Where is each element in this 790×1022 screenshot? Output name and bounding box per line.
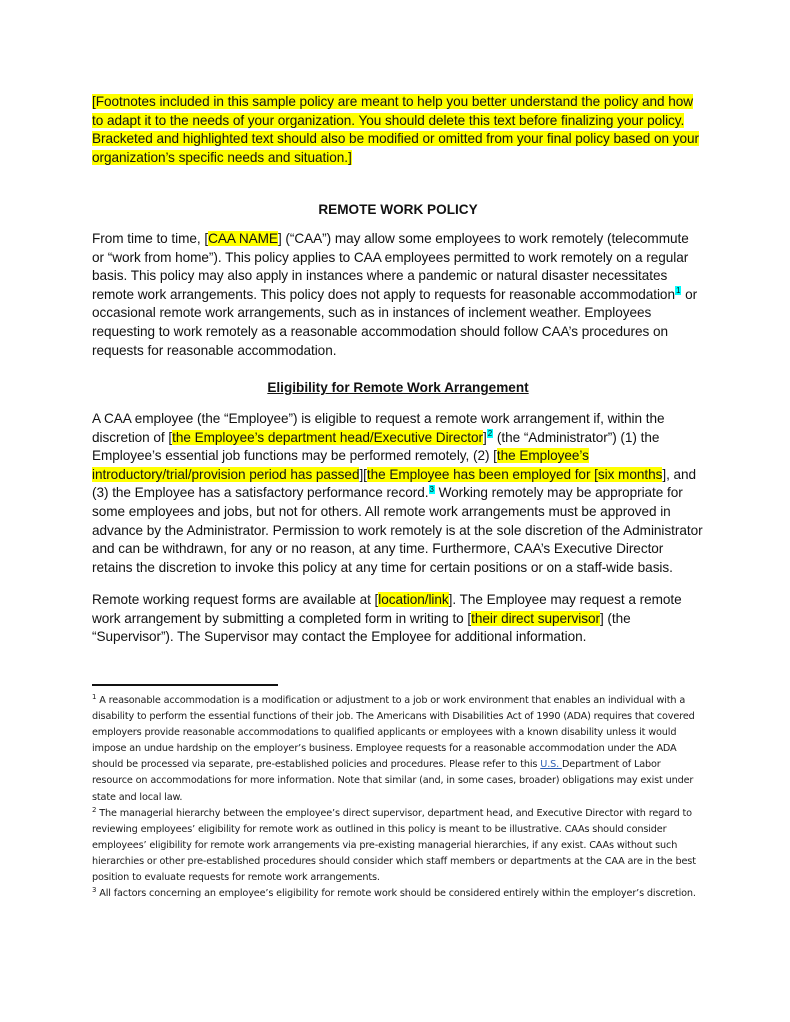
- footnote-ref-2[interactable]: 2: [487, 429, 493, 439]
- footnote-3: [92, 886, 704, 902]
- footnote-2: [92, 806, 704, 886]
- supervisor-placeholder: their direct supervisor: [471, 610, 600, 626]
- intro-note-highlight: [Footnotes included in this sample policy are meant to help you better understand the policy and how to adapt it to the needs of your organization. You should delete this text before finalizing your policy. Bracketed and highlighted text should also be modified or omitted from your final policy based on your organization’s specific needs and situation.]: [92, 94, 699, 165]
- footnotes: [92, 693, 704, 902]
- text-run: From time to time, [: [92, 231, 209, 246]
- employed-period-placeholder: the Employee has been employed for [six months: [366, 466, 663, 482]
- text-run: A reasonable accommodation is a modification or adjustment to a job or work environment that enables an individual with a disability to perform the essential functions of their job. The Americans with Disabilities Act of 1990 (ADA) requires that covered employers provide reasonable accommodations to qualified applicants or employees with a known disability unless it would impose an undue hardship on the employer’s business. Employee requests for a reasonable accommodation under the ADA should be processed via separate, pre-established policies and procedures. Please refer to this: [92, 695, 695, 771]
- text-run: The managerial hierarchy between the employee’s direct supervisor, department head, and Executive Director with regard to reviewing employees’ eligibility for remote work as outlined in this policy is meant to be illustrative. CAAs should consider employees’ eligibility for remote work arrangements via pre-existing managerial hierarchies, if any exist. CAAs without such hierarchies or other pre-established procedures should consider which staff members or departments at the CAA are in the best position to evaluate requests for remote work arrangements.: [92, 807, 696, 884]
- intro-paragraph: [92, 230, 704, 360]
- request-paragraph: [92, 591, 704, 647]
- footnote-number: 1: [92, 692, 97, 701]
- policy-title: REMOTE WORK POLICY: [318, 202, 478, 217]
- text-run: (the “Administrator”) (1) the Employee’s essential job functions may be performed remotely, (2) [: [92, 429, 660, 464]
- text-run: ] (the “Supervisor”). The Supervisor may contact the Employee for additional information.: [92, 610, 631, 645]
- location-link-placeholder: location/link: [378, 592, 449, 607]
- text-run: ]: [483, 429, 487, 445]
- text-run: ], and (3) the Employee has a satisfactory performance record.: [92, 466, 697, 501]
- dol-resource-link[interactable]: U.S.: [540, 759, 562, 771]
- footnote-1: [92, 693, 704, 806]
- dept-head-placeholder: the Employee’s department head/Executive Director: [172, 429, 483, 445]
- caa-name-placeholder: CAA NAME: [208, 231, 278, 246]
- intro-period-placeholder: the Employee’s introductory/trial/provision period has passed: [92, 448, 589, 482]
- text-run: All factors concerning an employee’s eligibility for remote work should be considered entirely within the employer’s discretion.: [96, 888, 696, 900]
- intro-note: [92, 93, 704, 167]
- footnote-number: 2: [92, 805, 97, 814]
- footnote-separator: [92, 684, 278, 686]
- text-run: Remote working request forms are available at [: [92, 592, 379, 607]
- text-run: or occasional remote work arrangements, such as in instances of inclement weather. Employees requesting to work remotely as a reasonable accommodation should follow CAA’s procedures on requests for reasonable accommodation.: [92, 286, 698, 358]
- text-run: ][: [359, 466, 367, 482]
- text-run: ]. The Employee may request a remote work arrangement by submitting a completed form in writing to [: [92, 592, 682, 626]
- footnote-number: 3: [92, 885, 97, 894]
- text-run: Department of Labor resource on accommodations for more information. Note that similar (and, in some cases, broader) obligations may exist under state and local law.: [92, 759, 694, 803]
- section-heading-eligibility: Eligibility for Remote Work Arrangement: [267, 380, 529, 395]
- text-run: Working remotely may be appropriate for some employees and jobs, but not for others. All remote work arrangements must be approved in advance by the Administrator. Permission to work remotely is at the sole discretion of the Administrator and can be withdrawn, for any or no reason, at any time. Furthermore, CAA’s Executive Director retains the discretion to invoke this policy at any time for certain positions or on a staff-wide basis.: [92, 485, 703, 575]
- eligibility-paragraph: [92, 410, 704, 577]
- footnote-ref-3[interactable]: 3: [429, 484, 434, 494]
- text-run: ] (“CAA”) may allow some employees to work remotely (telecommute or “work from home”). This policy applies to CAA employees permitted to work remotely on a regular basis. This policy may also apply in instances where a pandemic or natural disaster necessitates remote work arrangements. This policy does not apply to requests for reasonable accommodation: [92, 231, 689, 302]
- footnote-ref-1[interactable]: 1: [675, 286, 681, 296]
- text-run: A CAA employee (the “Employee”) is eligible to request a remote work arrangement if, within the discretion of [: [92, 411, 665, 445]
